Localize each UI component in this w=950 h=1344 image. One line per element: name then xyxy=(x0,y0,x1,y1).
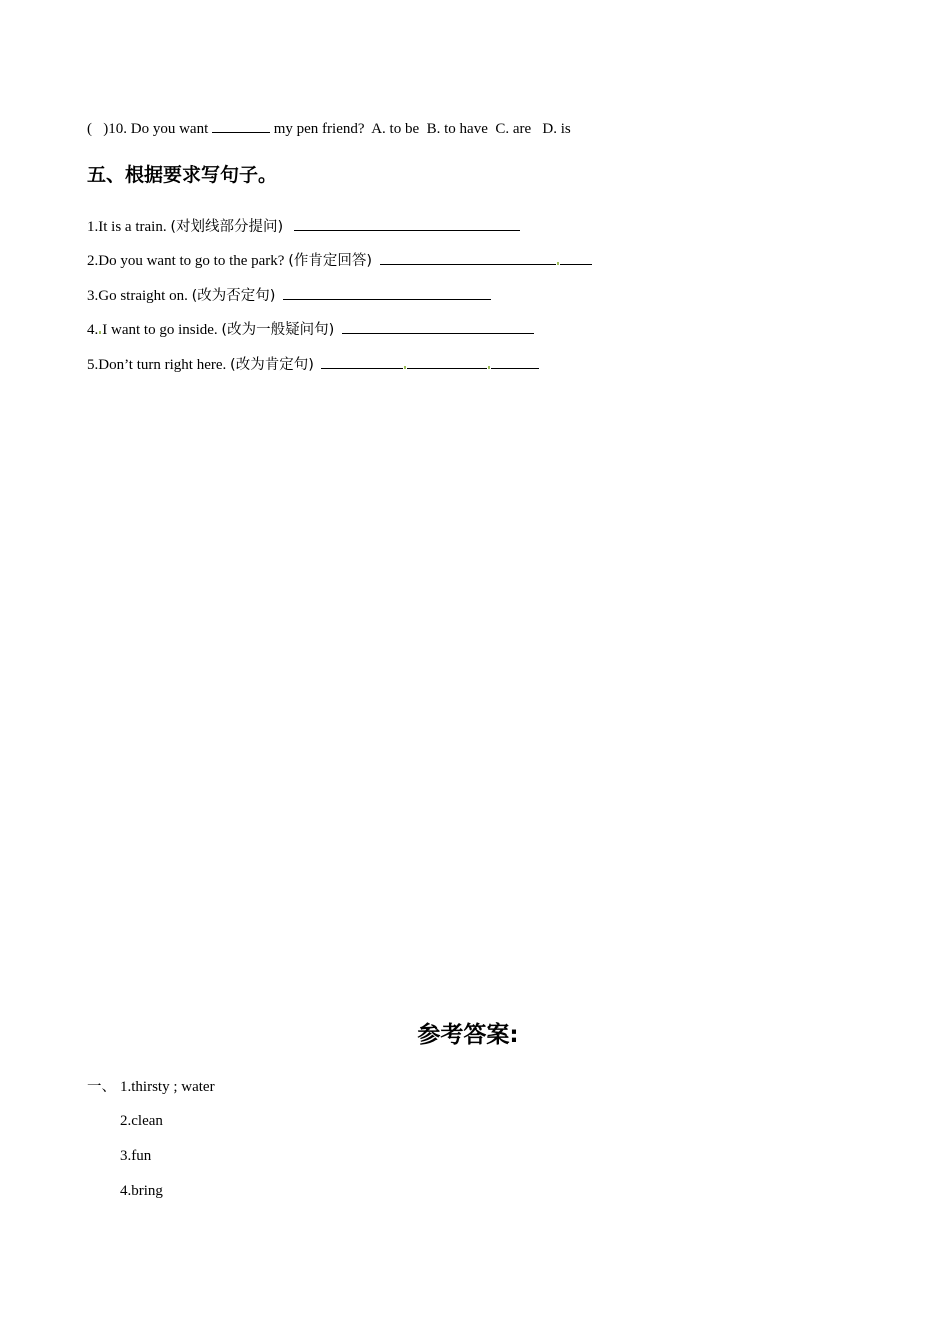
rewrite-item-3 xyxy=(87,285,491,306)
answer-blank[interactable] xyxy=(491,354,539,369)
section-title: 五、根据要求写句子。 xyxy=(87,164,278,186)
answers-part-1-label: 一、 xyxy=(87,1079,116,1095)
marker-dot xyxy=(557,262,559,265)
marker-dot xyxy=(99,331,101,334)
rewrite-item-5 xyxy=(87,354,539,375)
item-instruction: (作肯定回答) xyxy=(288,253,373,269)
answer-item-2: 2.clean xyxy=(120,1113,163,1129)
item-number: 4. xyxy=(87,322,99,338)
question-10 xyxy=(87,118,571,139)
rewrite-item-4 xyxy=(87,319,534,340)
answer-blank[interactable] xyxy=(407,354,487,369)
answer-blank[interactable] xyxy=(560,250,592,265)
answer-item-4: 4.bring xyxy=(120,1183,163,1199)
item-text: 1.It is a train. xyxy=(87,219,171,235)
item-text: 2.Do you want to go to the park? xyxy=(87,253,289,269)
rewrite-item-2 xyxy=(87,250,592,271)
item-text: 5.Don’t turn right here. xyxy=(87,357,231,373)
answer-item-3: 3.fun xyxy=(120,1148,152,1164)
item-instruction: (改为一般疑问句) xyxy=(221,322,335,338)
marker-dot xyxy=(404,366,406,369)
marker-dot xyxy=(488,366,490,369)
item-instruction: (改为否定句) xyxy=(191,288,276,304)
answer-blank[interactable] xyxy=(294,216,520,231)
answer-blank[interactable] xyxy=(380,250,556,265)
answer-blank[interactable] xyxy=(321,354,403,369)
question-10-stem: ( )10. Do you want xyxy=(87,121,212,137)
item-instruction: (改为肯定句) xyxy=(230,357,314,373)
answer-blank[interactable] xyxy=(212,118,270,133)
item-instruction: (对划线部分提问) xyxy=(170,219,284,235)
question-10-options: my pen friend? A. to be B. to have C. are D. is xyxy=(269,121,571,137)
answer-item-1: 1.thirsty ; water xyxy=(120,1079,215,1095)
item-text: 3.Go straight on. xyxy=(87,288,192,304)
answer-blank[interactable] xyxy=(283,285,491,300)
answers-title: 参考答案: xyxy=(417,1022,519,1048)
rewrite-item-1 xyxy=(87,216,520,237)
item-text: I want to go inside. xyxy=(102,322,222,338)
answer-blank[interactable] xyxy=(342,319,534,334)
